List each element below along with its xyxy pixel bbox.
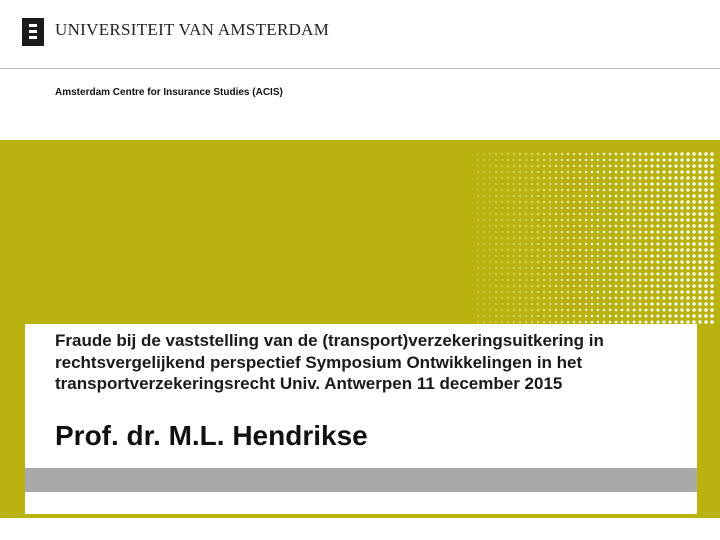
footer-grey-bar (25, 468, 697, 492)
university-logo-icon (22, 18, 44, 46)
university-name: UNIVERSITEIT VAN AMSTERDAM (55, 20, 330, 39)
institute-name: Amsterdam Centre for Insurance Studies (ACIS) (55, 87, 283, 98)
slide-title: Fraude bij de vaststelling van de (transport)verzekeringsuitkering in rechtsvergelijkend perspectief Symposium Ontwikkelingen in het transportverzekeringsrecht Univ. Antwerpen 11 december 2015 (55, 331, 604, 393)
presenter-name: Prof. dr. M.L. Hendrikse (55, 420, 368, 451)
dot-pattern-decoration (475, 150, 715, 326)
footer-white-strip (25, 492, 697, 514)
header-divider (0, 68, 720, 69)
